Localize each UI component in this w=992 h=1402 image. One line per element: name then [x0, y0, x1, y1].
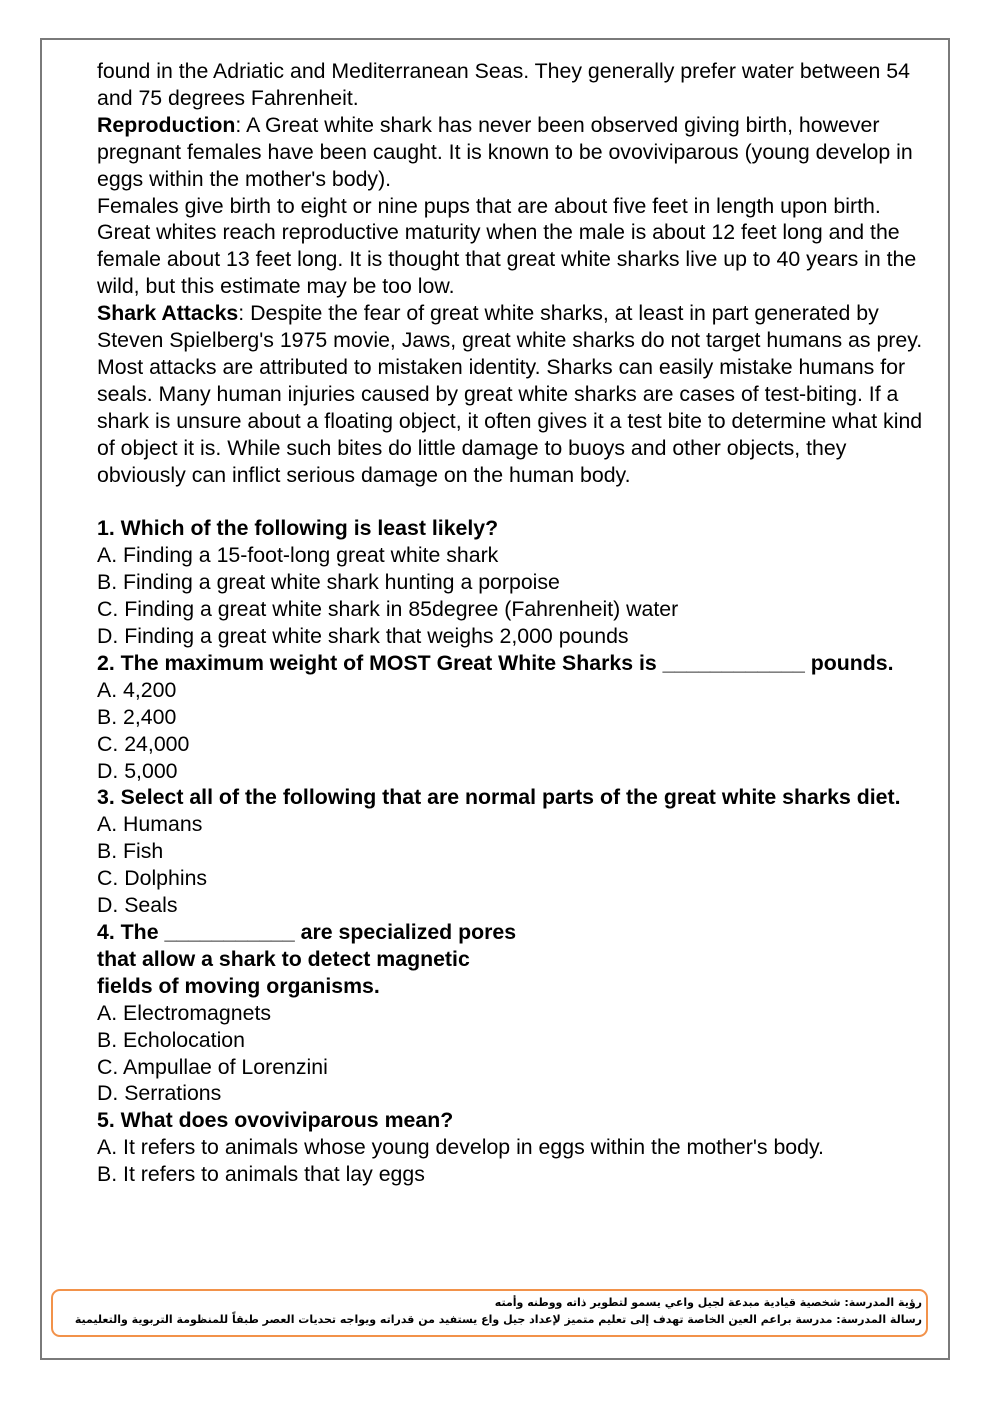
school-mission: رسالة المدرسة: مدرسة براعم العين الخاصة تهدف إلى تعليم متميز لإعداد جيل واع يستفيد من قدراته ويواجه تحديات العصر طبقاً للمنظومة التربوية والتعليمية — [74, 1313, 922, 1326]
q4-option-d: D. Serrations — [97, 1081, 222, 1106]
q2-option-b: B. 2,400 — [97, 704, 177, 729]
question-4-line-3: fields of moving organisms. — [97, 973, 380, 998]
school-footer — [51, 1289, 928, 1337]
reproduction-text: : A Great white shark has never been observed giving birth, however pregnant females have been caught. It is known to be ovoviviparous (young develop in eggs within the mother's body). — [97, 112, 913, 191]
q1-option-a: A. Finding a 15-foot-long great white shark — [97, 543, 499, 568]
spacer — [97, 489, 927, 516]
q4-option-c: C. Ampullae of Lorenzini — [97, 1054, 328, 1079]
passage-habitat: found in the Adriatic and Mediterranean Seas. They generally prefer water between 54 and 75 degrees Fahrenheit. — [97, 59, 910, 110]
question-2: 2. The maximum weight of MOST Great White Sharks is ____________ pounds. — [97, 650, 894, 675]
q4-option-b: B. Echolocation — [97, 1027, 245, 1052]
q3-option-c: C. Dolphins — [97, 866, 208, 891]
worksheet-content — [97, 58, 927, 1188]
question-4-line-2: that allow a shark to detect magnetic — [97, 946, 470, 971]
q3-option-d: D. Seals — [97, 893, 178, 918]
q3-option-b: B. Fish — [97, 839, 164, 864]
attacks-text: : Despite the fear of great white sharks, at least in part generated by Steven Spielberg's 1975 movie, Jaws, great white sharks do not target humans as prey. Most attacks are attributed to mistaken identity. Sharks can easily mistake humans for seals. Many human injuries caused by great white sharks are cases of test-biting. If a shark is unsure about a floating object, it often gives it a test bite to determine what kind of object it is. While such bites do little damage to buoys and other objects, they obviously can inflict serious damage on the human body. — [97, 301, 923, 487]
question-3: 3. Select all of the following that are normal parts of the great white sharks diet. — [97, 785, 901, 810]
passage-attacks — [97, 300, 927, 488]
q3-option-a: A. Humans — [97, 812, 203, 837]
q4-option-a: A. Electromagnets — [97, 1000, 272, 1025]
q1-option-b: B. Finding a great white shark hunting a porpoise — [97, 570, 560, 595]
q2-option-a: A. 4,200 — [97, 677, 177, 702]
q2-option-d: D. 5,000 — [97, 758, 178, 783]
question-5: 5. What does ovoviviparous mean? — [97, 1108, 454, 1133]
q2-option-c: C. 24,000 — [97, 731, 190, 756]
passage-birth: Females give birth to eight or nine pups that are about five feet in length upon birth. Great whites reach reproductive maturity when the male is about 12 feet long and the female about 13 feet long. It is thought that great white sharks live up to 40 years in the wild, but this estimate may be too low. — [97, 193, 917, 299]
question-4-line-1: 4. The ___________ are specialized pores — [97, 919, 517, 944]
passage-reproduction — [97, 112, 927, 193]
attacks-heading: Shark Attacks — [97, 301, 239, 326]
q5-option-a: A. It refers to animals whose young develop in eggs within the mother's body. — [97, 1135, 824, 1160]
q1-option-c: C. Finding a great white shark in 85degree (Fahrenheit) water — [97, 597, 679, 622]
reproduction-heading: Reproduction — [97, 112, 236, 137]
q1-option-d: D. Finding a great white shark that weighs 2,000 pounds — [97, 624, 629, 649]
school-vision: رؤية المدرسة: شخصية قيادية مبدعة لجيل واعي يسمو لتطوير ذاته ووطنه وأمته — [494, 1296, 922, 1309]
q5-option-b: B. It refers to animals that lay eggs — [97, 1162, 425, 1187]
question-1: 1. Which of the following is least likely? — [97, 516, 499, 541]
